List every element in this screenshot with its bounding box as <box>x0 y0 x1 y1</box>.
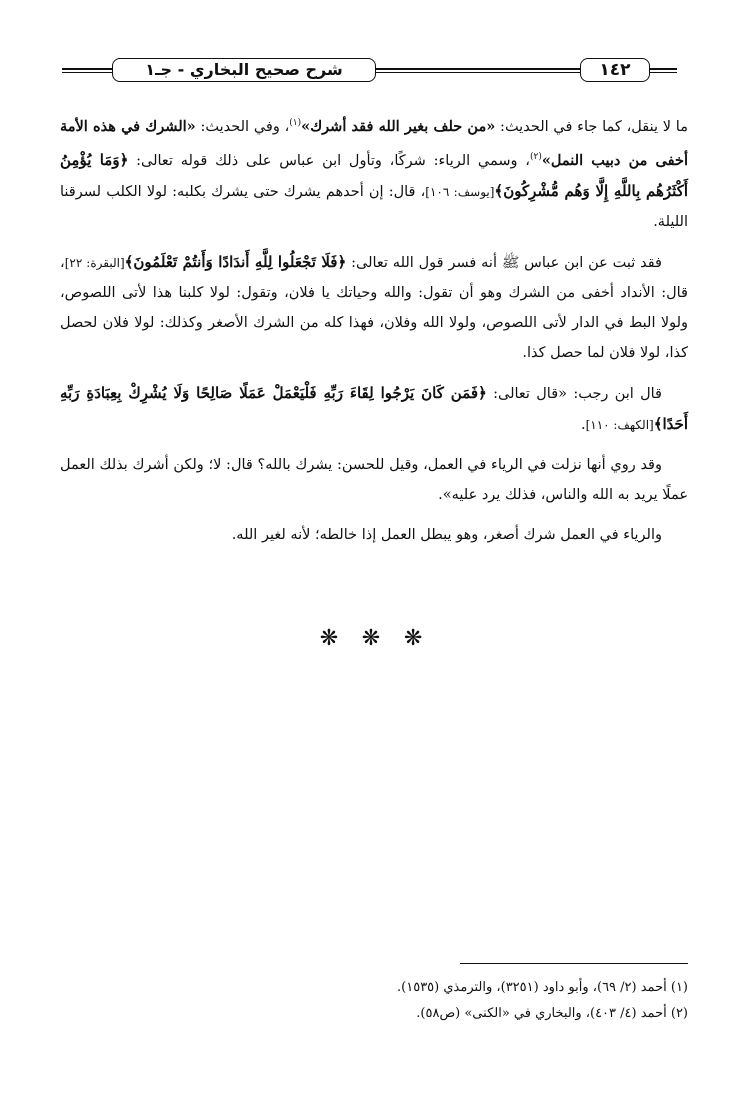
text-span: قال ابن رجب: «قال تعالى: <box>486 385 662 402</box>
quran-verse: ﴿فَمَن كَانَ يَرْجُوا لِقَاءَ رَبِّهِ فَلْيَعْمَلْ عَمَلًا صَالِحًا وَلَا يُشْرِكْ بِعِبَادَةِ رَبِّهِ أَحَدًا﴾ <box>60 383 688 433</box>
quran-verse: ﴿فَلَا تَجْعَلُوا لِلَّهِ أَندَادًا وَأَنتُمْ تَعْلَمُونَ﴾ <box>124 252 347 271</box>
running-title: شرح صحيح البخاري - جـ١ <box>112 58 376 82</box>
quran-verse: ﴿وَمَا يُؤْمِنُ أَكْثَرُهُم بِاللَّهِ إِلَّا وَهُم مُّشْرِكُونَ﴾ <box>60 150 688 200</box>
paragraph-2 <box>60 247 688 368</box>
text-span: . <box>580 416 586 433</box>
running-header <box>62 58 677 84</box>
footnote-marker: (١) <box>289 118 302 128</box>
footnote-marker: (٢) <box>529 151 542 162</box>
text-span: فقد ثبت عن ابن عباس ﷺ أنه فسر قول الله تعالى: <box>346 254 662 271</box>
page-number: ١٤٢ <box>580 58 650 82</box>
footnote-2: (٢) أحمد (٤/ ٤٠٣)، والبخاري في «الكنى» (ص٥٨). <box>416 1006 688 1021</box>
footnote-divider <box>460 963 688 964</box>
paragraph-5 <box>60 520 688 550</box>
text-span: ، وسمي الرياء: شركًا، وتأول ابن عباس على ذلك قوله تعالى: <box>128 152 530 169</box>
text-span: والرياء في العمل شرك أصغر، وهو يبطل العمل إذا خالطه؛ لأنه لغير الله. <box>231 526 662 543</box>
verse-reference: [يوسف: ١٠٦] <box>425 184 495 199</box>
verse-reference: [الكهف: ١١٠] <box>585 417 654 432</box>
footnotes <box>60 975 688 1027</box>
footnote-1: (١) أحمد (٢/ ٦٩)، وأبو داود (٣٢٥١)، والترمذي (١٥٣٥). <box>397 980 688 995</box>
paragraph-3 <box>60 378 688 440</box>
paragraph-1 <box>60 108 688 237</box>
text-span: ، قال: الأنداد أخفى من الشرك وهو أن تقول: والله وحياتك يا فلان، وتقول: لولا كلبنا هذا لأتى اللصوص، ولولا البط في الدار لأتى اللصوص، ولولا الله وفلان، فهذا كله من الشرك الأصغر وكذلك: لولا فلان لحصل كذا، لولا فلان لما حصل كذا. <box>60 254 688 361</box>
paragraph-4 <box>60 450 688 510</box>
section-separator: ❋ ❋ ❋ <box>319 626 431 651</box>
text-span: ، قال: إن أحدهم يشرك حتى يشرك بكلبه: لولا الكلب لسرقنا الليلة. <box>60 183 688 230</box>
text-span: وقد روي أنها نزلت في الرياء في العمل، وقيل للحسن: يشرك بالله؟ قال: لا؛ ولكن أشرك بذلك العمل عملًا يريد به الله والناس، فذلك يرد عليه». <box>60 456 688 503</box>
hadith-quote: «من حلف بغير الله فقد أشرك» <box>301 117 496 135</box>
hadith-quote: «الشرك في هذه الأمة أخفى من دبيب النمل» <box>60 117 688 169</box>
text-span: ، وفي الحديث: <box>195 118 290 135</box>
text-span: ما لا ينقل، كما جاء في الحديث: <box>495 118 688 135</box>
verse-reference: [البقرة: ٢٢] <box>64 255 125 270</box>
main-text <box>60 108 688 560</box>
